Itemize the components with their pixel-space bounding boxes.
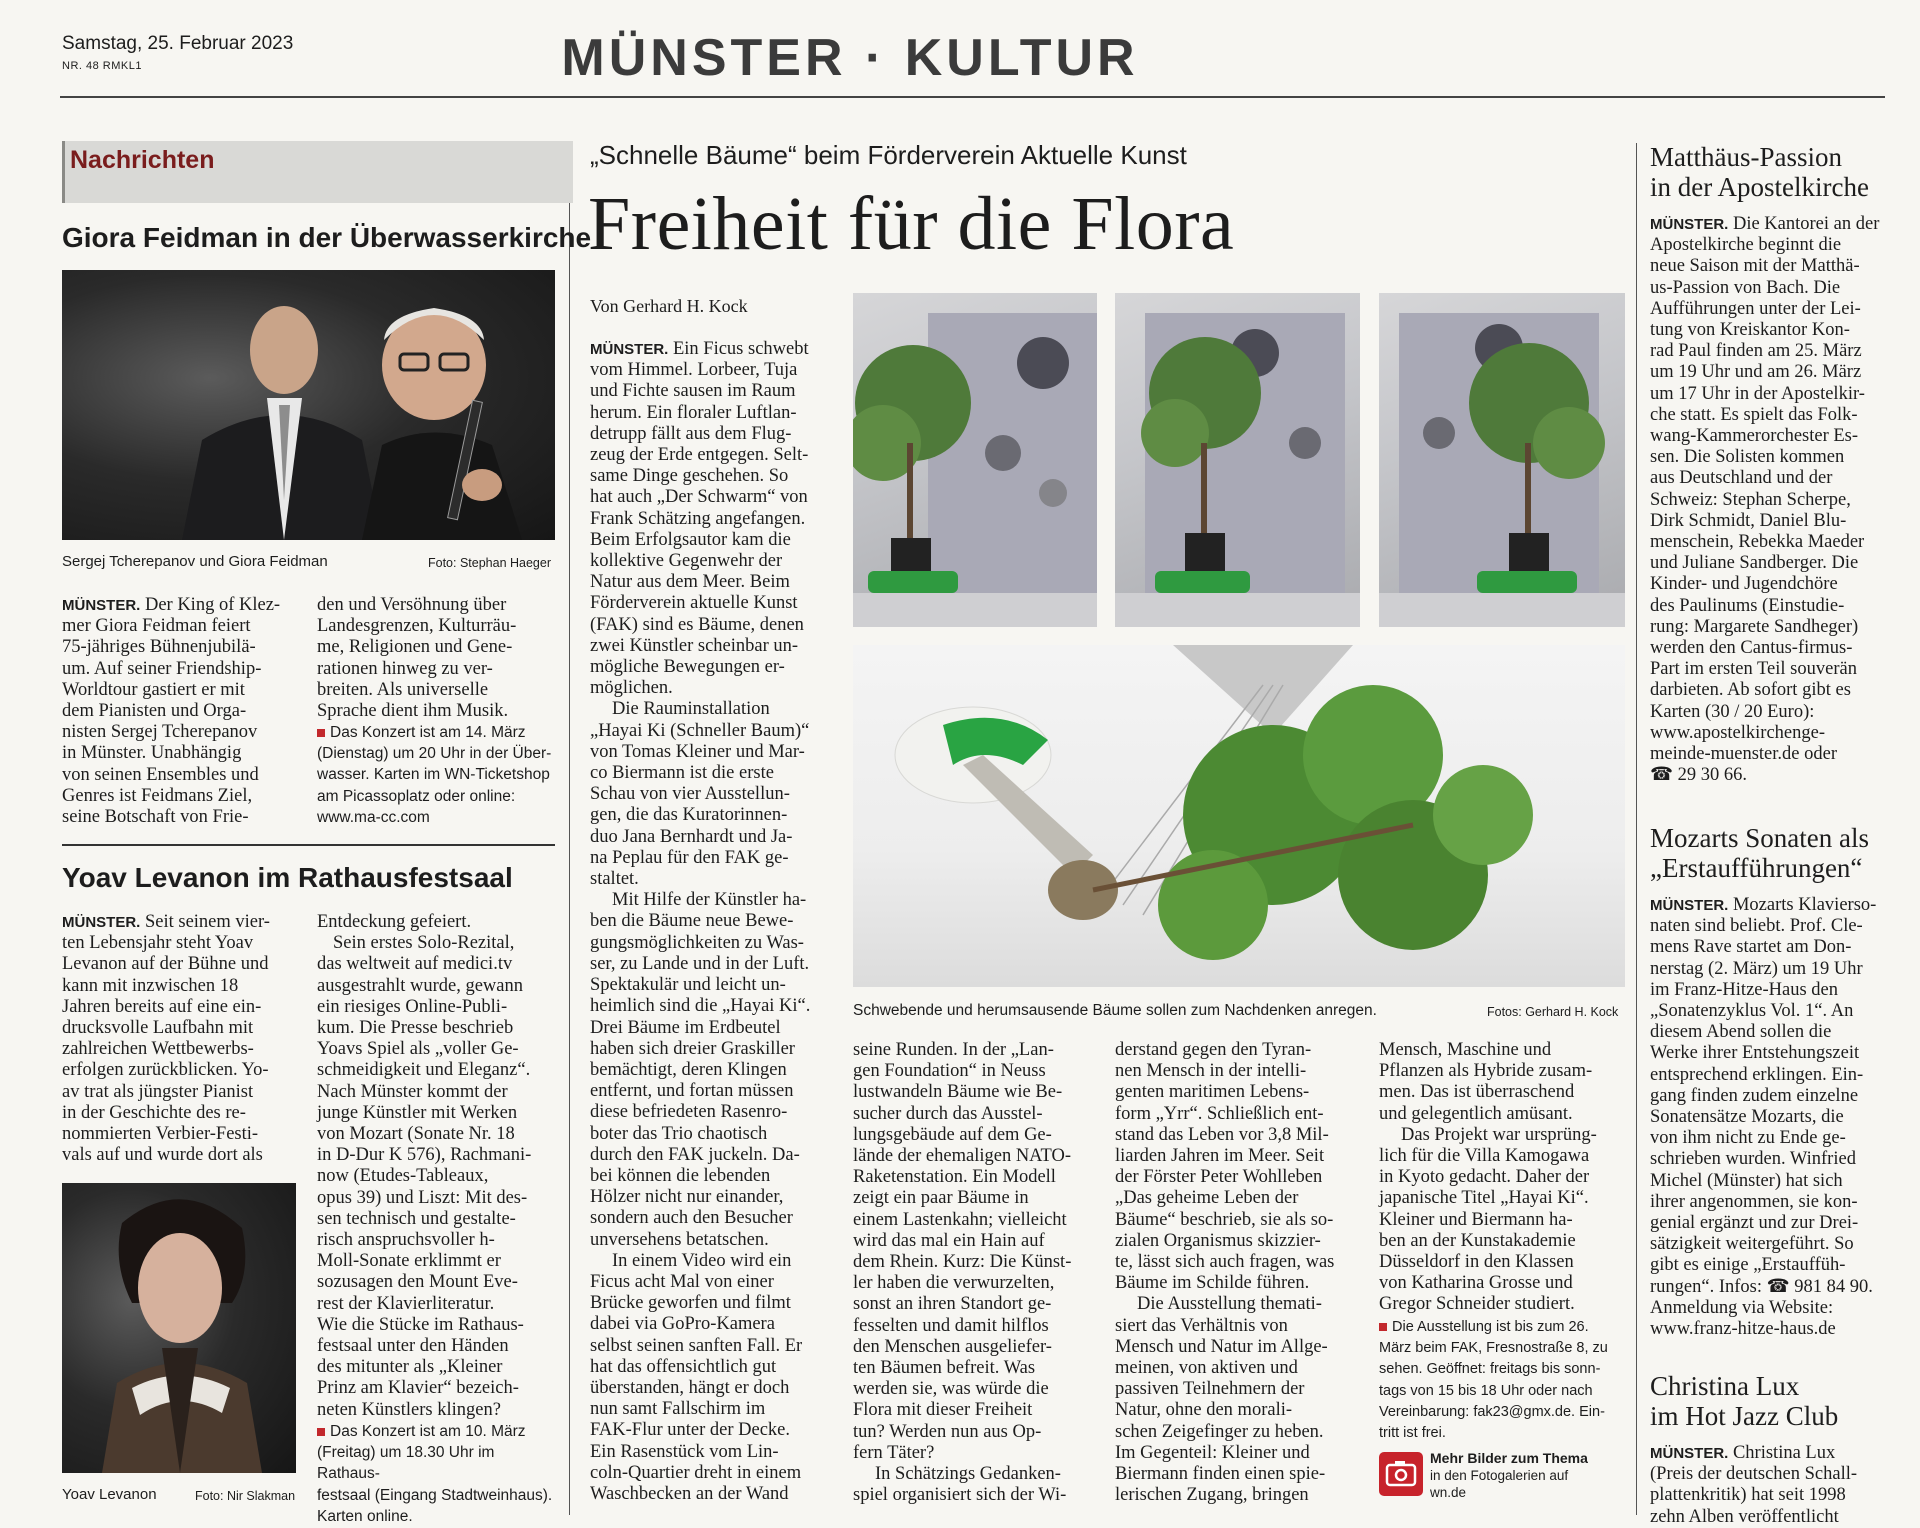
dateline: MÜNSTER.	[62, 597, 141, 614]
text-line: bemächtigt, deren Klingen	[590, 1059, 787, 1080]
text-line: Seit seinem vier-	[140, 912, 270, 932]
article-text-col1	[590, 339, 836, 1505]
more-pics-title[interactable]: Mehr Bilder zum Thema	[1430, 1450, 1588, 1466]
text-line: mens Rave startet am Don-	[1650, 937, 1852, 958]
text-line: ler haben die verwurzelten,	[853, 1273, 1055, 1294]
hanging-tree-illustration	[853, 645, 1625, 987]
text-line: In Schätzings Gedanken-	[875, 1464, 1061, 1485]
text-line: erfolgen zurückblicken. Yo-	[62, 1060, 269, 1081]
text-line: Frank Schätzing angefangen.	[590, 508, 806, 529]
feidman-text-col1	[62, 595, 296, 828]
text-line: selbst seinen sanften Fall. Er	[590, 1335, 803, 1356]
text-line: stand das Leben vor 3,8 Mil-	[1115, 1124, 1329, 1145]
text-line: zehn Alben veröffentlicht	[1650, 1506, 1839, 1527]
text-line: menschein, Rebekka Maeder	[1650, 532, 1865, 553]
text-line: und Fichte sausen im Raum	[590, 381, 796, 402]
text-line: ben die Bäume neue Bewe-	[590, 911, 794, 932]
text-line: möglichen.	[590, 678, 673, 699]
text-line: naten sind beliebt. Prof. Cle-	[1650, 916, 1863, 937]
text-line: Im Gegenteil: Kleiner und	[1115, 1442, 1310, 1463]
text-line: Sprache dient ihm Musik.	[317, 701, 509, 722]
column-rule-left	[569, 143, 570, 1515]
article-photo-caption: Schwebende und herumsausende Bäume sollen zum Nachdenken anregen.	[853, 1002, 1377, 1019]
text-line: coln-Quartier dreht in einem	[590, 1462, 802, 1483]
text-line: ☎ 29 30 66.	[1650, 765, 1748, 786]
text-line: „Hayai Ki (Schneller Baum)“	[590, 720, 810, 741]
text-line: in Münster. Unabhängig	[62, 743, 242, 764]
text-line: form „Yrr“. Schließlich ent-	[1115, 1103, 1324, 1124]
photo-caption-levanon: Yoav Levanon	[62, 1486, 157, 1503]
text-line: tun? Werden nun aus Op-	[853, 1421, 1042, 1442]
text-line: Ein Ficus schwebt	[668, 339, 809, 359]
text-line: wang-Kammerorchester Es-	[1650, 426, 1859, 447]
text-line: av trat als jüngster Pianist	[62, 1081, 254, 1102]
text-line: Yoavs Spiel als „voller Ge-	[317, 1039, 519, 1060]
text-line: nisten Sergej Tcherepanov	[62, 722, 258, 743]
headline-lux-line1: Christina Lux	[1650, 1371, 1800, 1401]
text-line: haben sich dreier Graskiller	[590, 1038, 795, 1059]
text-line: che statt. Es spielt das Folk-	[1650, 404, 1858, 425]
text-line: von ihm nicht zu Ende ge-	[1650, 1128, 1846, 1149]
text-line: Wie die Stücke im Rathaus-	[317, 1314, 524, 1335]
dateline: MÜNSTER.	[1650, 897, 1729, 914]
text-line: schen Zeigefinger zu heben.	[1115, 1421, 1324, 1442]
text-line: Ein Rasenstück vom Lin-	[590, 1441, 779, 1462]
text-line: risch anspruchsvoller h-	[317, 1230, 495, 1251]
bullet-square-icon	[317, 729, 325, 737]
text-line: Sonatensätze Mozarts, die	[1650, 1107, 1844, 1128]
text-line: dem Rhein. Kurz: Die Künst-	[853, 1252, 1072, 1273]
bullet-square-icon	[317, 1428, 325, 1436]
text-line: Brücke geworfen und filmt	[590, 1293, 791, 1314]
text-line: Bäume“ beschrieb, sie als so-	[1115, 1209, 1334, 1230]
text-line: Levanon auf der Bühne und	[62, 954, 269, 975]
news-section-label: Nachrichten	[70, 146, 215, 174]
photo-figure-levanon	[62, 1183, 296, 1473]
text-line: vals auf und wurde dort als	[62, 1145, 263, 1166]
dateline: MÜNSTER.	[1650, 216, 1729, 233]
header-rule	[60, 96, 1885, 98]
text-line: den und Versöhnung über	[317, 595, 507, 615]
info-line: (Dienstag) um 20 Uhr in der Über-	[317, 745, 552, 763]
text-line: schmeidigkeit und Eleganz“.	[317, 1060, 531, 1081]
text-line: ser, zu Lande und in der Luft.	[590, 953, 810, 974]
photo-hanging-tree	[853, 645, 1625, 987]
text-line: heimlich sind die „Hayai Ki“.	[590, 996, 811, 1017]
levanon-text-col2	[317, 912, 555, 1421]
text-line: Düsseldorf in den Klassen	[1379, 1252, 1574, 1273]
mozart-text	[1650, 895, 1890, 1340]
text-line: Die Ausstellung themati-	[1137, 1294, 1322, 1315]
dateline: MÜNSTER.	[590, 341, 669, 358]
text-line: vom Himmel. Lorbeer, Tuja	[590, 360, 798, 381]
text-line: sen. Die Solisten kommen	[1650, 447, 1845, 468]
text-line: lände der ehemaligen NATO-	[853, 1146, 1071, 1167]
text-line: lustwandeln Bäume wie Be-	[853, 1082, 1063, 1103]
article-text-col2	[853, 1040, 1099, 1506]
text-line: Das Projekt war ursprüng-	[1401, 1124, 1597, 1145]
text-line: und Juliane Sandberger. Die	[1650, 553, 1859, 574]
text-line: lungsgebäude auf dem Ge-	[853, 1124, 1052, 1145]
issue-date: Samstag, 25. Februar 2023	[62, 33, 294, 54]
text-line: rungen“. Infos: ☎ 981 84 90.	[1650, 1276, 1873, 1297]
text-line: Förderverein aktuelle Kunst	[590, 593, 798, 614]
text-line: zahlreichen Wettbewerbs-	[62, 1039, 254, 1060]
text-line: Prinz am Klavier“ bezeich-	[317, 1378, 519, 1399]
text-line: opus 39) und Liszt: Mit des-	[317, 1187, 528, 1208]
info-line: Karten online.	[317, 1507, 413, 1525]
column-rule-right	[1636, 143, 1637, 1515]
text-line: japanische Titel „Hayai Ki“.	[1379, 1188, 1589, 1209]
photo-tree-2	[1115, 293, 1360, 627]
text-line: hat das offensichtlich gut	[590, 1356, 777, 1377]
text-line: das weltweit auf medici.tv	[317, 954, 513, 975]
text-line: der Förster Peter Wohlleben	[1115, 1167, 1323, 1188]
text-line: Spektakulär und leicht un-	[590, 975, 786, 996]
text-line: nun samt Fallschirm im	[590, 1399, 766, 1420]
text-line: darbieten. Ab sofort gibt es	[1650, 680, 1851, 701]
headline-passion-line2: in der Apostelkirche	[1650, 172, 1869, 202]
article-photo-credit: Fotos: Gerhard H. Kock	[1487, 1005, 1619, 1019]
info-line: Das Konzert ist am 14. März	[330, 724, 526, 741]
camera-glyph	[1379, 1452, 1423, 1496]
exhibition-info-box	[1379, 1317, 1627, 1444]
text-line: Pflanzen als Hybride zusam-	[1379, 1061, 1593, 1082]
text-line: werden sie, was würde die	[853, 1379, 1049, 1400]
text-line: men. Das ist überraschend	[1379, 1082, 1575, 1103]
text-line: um 17 Uhr in der Apostelkir-	[1650, 383, 1865, 404]
text-line: um 19 Uhr und am 26. März	[1650, 362, 1862, 383]
text-line: mer Giora Feidman feiert	[62, 616, 251, 637]
article-text-col4	[1379, 1040, 1625, 1316]
text-line: na Peplau für den FAK ge-	[590, 847, 789, 868]
text-line: boter das Trio chaotisch	[590, 1123, 768, 1144]
text-line: nerstag (2. März) um 19 Uhr	[1650, 958, 1863, 979]
text-line: diesem Abend sollen die	[1650, 1022, 1832, 1043]
text-line: in Kyoto gedacht. Daher der	[1379, 1167, 1590, 1188]
text-line: sozusagen den Mount Eve-	[317, 1272, 518, 1293]
text-line: Natur aus dem Meer. Beim	[590, 572, 790, 593]
text-line: co Biermann ist die erste	[590, 763, 774, 784]
article-kicker: „Schnelle Bäume“ beim Förderverein Aktuelle Kunst	[590, 140, 1187, 170]
text-line: Mozarts Klavierso-	[1728, 895, 1877, 915]
info-line: Die Ausstellung ist bis zum 26.	[1392, 1319, 1589, 1335]
headline-levanon: Yoav Levanon im Rathausfestsaal	[62, 862, 513, 893]
text-line: Karten (30 / 20 Euro):	[1650, 701, 1815, 722]
text-line: Michel (Münster) hat sich	[1650, 1170, 1843, 1191]
text-line: genial ergänzt und zur Drei-	[1650, 1213, 1859, 1234]
bullet-square-icon	[1379, 1323, 1387, 1331]
text-line: now (Etudes-Tableaux,	[317, 1166, 489, 1187]
text-line: me, Religionen und Gene-	[317, 637, 513, 658]
text-line: Flora mit dieser Freiheit	[853, 1400, 1033, 1421]
feidman-info-box	[317, 722, 557, 828]
text-line: (FAK) sind es Bäume, denen	[590, 614, 804, 635]
text-line: seine Runden. In der „Lan-	[853, 1040, 1054, 1060]
text-line: gang finden zudem einzelne	[1650, 1085, 1859, 1106]
text-line: sonst an ihren Standort ge-	[853, 1294, 1052, 1315]
text-line: Mensch und Natur im Allge-	[1115, 1336, 1328, 1357]
text-line: Dirk Schmidt, Daniel Blu-	[1650, 510, 1847, 531]
text-line: Mit Hilfe der Künstler ha-	[612, 890, 807, 911]
text-line: Die Kantorei an der	[1728, 214, 1880, 234]
text-line: nommierten Verbier-Festi-	[62, 1124, 259, 1145]
text-line: herum. Ein floraler Luftlan-	[590, 402, 797, 423]
info-line: März beim FAK, Fresnostraße 8, zu	[1379, 1340, 1608, 1357]
text-line: Werke ihrer Entstehungszeit	[1650, 1043, 1860, 1064]
headline-lux-line2: im Hot Jazz Club	[1650, 1401, 1839, 1431]
text-line: ten Bäumen befreit. Was	[853, 1358, 1036, 1379]
passion-text	[1650, 214, 1890, 786]
text-line: Christina Lux	[1728, 1443, 1836, 1463]
text-line: Drei Bäume im Erdbeutel	[590, 1017, 781, 1038]
text-line: meinen, von aktiven und	[1115, 1358, 1298, 1379]
text-line: staltet.	[590, 869, 639, 890]
text-line: neue Saison mit der Matthä-	[1650, 256, 1860, 277]
text-line: gen, die das Kuratorinnen-	[590, 805, 788, 826]
info-line: am Picassoplatz oder online:	[317, 787, 516, 805]
text-line: von seinen Ensembles und	[62, 764, 259, 785]
headline-mozart-line2: „Erstaufführungen“	[1650, 853, 1863, 883]
text-line: rad Paul finden am 25. März	[1650, 341, 1862, 362]
photo-caption-feidman: Sergej Tcherepanov und Giora Feidman	[62, 553, 328, 570]
text-line: überstanden, hängt er doch	[590, 1377, 790, 1398]
text-line: nen Mensch in der intelli-	[1115, 1061, 1307, 1082]
text-line: Part im ersten Teil souverän	[1650, 659, 1857, 680]
article-title: Freiheit für die Flora	[588, 182, 1235, 266]
levanon-info-box	[317, 1421, 557, 1527]
text-line: hat auch „Der Schwarm“ von	[590, 487, 808, 508]
text-line: bei können die lebenden	[590, 1165, 771, 1186]
text-line: Ficus acht Mal von einer	[590, 1271, 774, 1292]
text-line: Mensch, Maschine und	[1379, 1040, 1552, 1060]
text-line: drucksvolle Laufbahn mit	[62, 1018, 254, 1039]
text-line: zialen Organismus skizzier-	[1115, 1230, 1321, 1251]
text-line: ben an der Kunstakademie	[1379, 1230, 1576, 1251]
text-line: Jahren bereits auf eine ein-	[62, 996, 262, 1017]
text-line: „Sonatenzyklus Vol. 1“. An	[1650, 1001, 1854, 1022]
text-line: von Mozart (Sonate Nr. 18	[317, 1124, 515, 1145]
text-line: um. Auf seiner Friendship-	[62, 658, 262, 679]
text-line: gibt es einige „Erstauffüh-	[1650, 1255, 1846, 1276]
article-divider	[62, 844, 555, 846]
text-line: liarden Jahren im Meer. Seit	[1115, 1146, 1325, 1167]
text-line: genten maritimen Lebens-	[1115, 1082, 1310, 1103]
text-line: rung: Margarete Sandheger)	[1650, 616, 1859, 637]
text-line: Entdeckung gefeiert.	[317, 912, 472, 932]
text-line: gen Foundation“ in Neuss	[853, 1061, 1046, 1082]
text-line: rest der Klavierliteratur.	[317, 1293, 495, 1314]
text-line: us-Passion von Bach. Die	[1650, 277, 1841, 298]
text-line: In einem Video wird ein	[612, 1250, 792, 1271]
text-line: lich für die Villa Kamogawa	[1379, 1146, 1590, 1167]
text-line: Biermann finden einen spie-	[1115, 1464, 1326, 1485]
text-line: den Menschen ausgeliefer-	[853, 1336, 1052, 1357]
info-line: (Freitag) um 18.30 Uhr im Rathaus-	[317, 1444, 495, 1483]
section-masthead: MÜNSTER · KULTUR	[561, 29, 1139, 87]
levanon-text-col1	[62, 912, 296, 1166]
text-line: fesselten und damit hilflos	[853, 1315, 1049, 1336]
text-line: aus Deutschland und der	[1650, 468, 1833, 489]
text-line: (Preis der deutschen Schall-	[1650, 1464, 1858, 1485]
text-line: zeug der Erde entgegen. Selt-	[590, 445, 809, 466]
dateline: MÜNSTER.	[1650, 1445, 1729, 1462]
photo-credit-levanon: Foto: Nir Slakman	[195, 1489, 296, 1503]
info-line: tags von 15 bis 18 Uhr oder nach	[1379, 1382, 1593, 1399]
issue-number: NR. 48 RMKL1	[62, 60, 142, 72]
text-line: Apostelkirche beginnt die	[1650, 235, 1842, 256]
text-line: tung von Kreiskantor Kon-	[1650, 320, 1850, 341]
tree-illustration	[1379, 293, 1625, 627]
text-line: kum. Die Presse beschrieb	[317, 1018, 514, 1039]
text-line: Hölzer nicht nur einander,	[590, 1187, 784, 1208]
text-line: 75-jähriges Bühnenjubilä-	[62, 637, 256, 658]
text-line: mögliche Bewegungen er-	[590, 657, 785, 678]
info-line: wasser. Karten im WN-Ticketshop	[317, 766, 550, 784]
text-line: schrieben wurden. Winfried	[1650, 1149, 1856, 1170]
text-line: von Tomas Kleiner und Mar-	[590, 741, 805, 762]
text-line: fern Täter?	[853, 1442, 935, 1463]
text-line: same Dinge geschehen. So	[590, 466, 789, 487]
headline-passion-line1: Matthäus-Passion	[1650, 142, 1842, 172]
text-line: Sein erstes Solo-Rezital,	[333, 933, 515, 954]
text-line: sen technisch und gestalte-	[317, 1208, 516, 1229]
text-line: siert das Verhältnis von	[1115, 1315, 1288, 1336]
camera-icon[interactable]	[1379, 1452, 1423, 1496]
tree-illustration	[853, 293, 1097, 627]
text-line: entsprechend erklingen. Ein-	[1650, 1064, 1864, 1085]
text-line: Natur, ohne den morali-	[1115, 1400, 1293, 1421]
feidman-text-col2	[317, 595, 555, 722]
headline-mozart-line1: Mozarts Sonaten als	[1650, 823, 1869, 853]
text-line: te, lässt sich auch fragen, was	[1115, 1252, 1335, 1273]
text-line: durch den FAK juckeln. Da-	[590, 1144, 800, 1165]
text-line: Worldtour gastiert er mit	[62, 679, 245, 700]
text-line: ausgestrahlt wurde, gewann	[317, 975, 524, 996]
text-line: Kinder- und Jugendchöre	[1650, 574, 1838, 595]
text-line: breiten. Als universelle	[317, 679, 489, 700]
text-line: sätzigkeit weitergeführt. So	[1650, 1234, 1854, 1255]
info-line: tritt ist frei.	[1379, 1425, 1446, 1442]
text-line: Der King of Klez-	[140, 595, 281, 615]
text-line: derstand gegen den Tyran-	[1115, 1040, 1312, 1060]
text-line: zwei Künstler scheinbar un-	[590, 635, 799, 656]
text-line: festsaal unter den Händen	[317, 1336, 509, 1357]
text-line: gungsmöglichkeiten zu Was-	[590, 932, 804, 953]
text-line: diese befriedeten Rasenro-	[590, 1102, 788, 1123]
text-line: duo Jana Bernhardt und Ja-	[590, 826, 793, 847]
text-line: von Katharina Grosse und	[1379, 1273, 1573, 1294]
text-line: Raketenstation. Ein Modell	[853, 1167, 1056, 1188]
info-line: Das Konzert ist am 10. März	[330, 1423, 526, 1440]
tree-illustration	[1115, 293, 1360, 627]
text-line: Schweiz: Stephan Scherpe,	[1650, 489, 1851, 510]
text-line: Die Rauminstallation	[612, 699, 770, 720]
text-line: ihrer angenommen, sie kon-	[1650, 1191, 1858, 1212]
text-line: meinde-muenster.de oder	[1650, 744, 1837, 765]
text-line: unversehens betatschen.	[590, 1229, 769, 1250]
text-line: Gregor Schneider studiert.	[1379, 1294, 1575, 1315]
text-line: Landesgrenzen, Kulturräu-	[317, 616, 517, 637]
photo-credit-feidman: Foto: Stephan Haeger	[428, 556, 551, 570]
more-pics-subtitle: in den Fotogalerien auf	[1430, 1468, 1569, 1483]
text-line: rationen hinweg zu ver-	[317, 658, 493, 679]
article-text-col3	[1115, 1040, 1361, 1506]
text-line: Bäume im Schilde führen.	[1115, 1273, 1310, 1294]
text-line: kollektive Gegenwehr der	[590, 551, 783, 572]
text-line: ein riesiges Online-Publi-	[317, 996, 508, 1017]
text-line: ten Lebensjahr steht Yoav	[62, 933, 254, 954]
text-line: des Paulinums (Einstudie-	[1650, 595, 1845, 616]
text-line: im Franz-Hitze-Haus den	[1650, 979, 1839, 1000]
photo-tree-1	[853, 293, 1097, 627]
photo-yoav-levanon	[62, 1183, 296, 1473]
photo-tcherepanov-feidman	[62, 270, 555, 540]
text-line: zeigt ein paar Bäume in	[853, 1188, 1029, 1209]
text-line: neten Künstlers klingen?	[317, 1399, 501, 1420]
text-line: und gelegentlich amüsant.	[1379, 1103, 1573, 1124]
text-line: FAK-Flur unter der Decke.	[590, 1420, 791, 1441]
text-line: des mitunter als „Kleiner	[317, 1357, 503, 1378]
text-line: detrupp fällt aus dem Flug-	[590, 423, 792, 444]
info-line: www.ma-cc.com	[317, 808, 430, 826]
headline-feidman: Giora Feidman in der Überwasserkirche	[62, 222, 592, 253]
text-line: entfernt, und fortan müssen	[590, 1081, 794, 1102]
text-line: sucher durch das Ausstel-	[853, 1103, 1043, 1124]
text-line: wird das mal ein Hain auf	[853, 1230, 1045, 1251]
text-line: Anmeldung via Website:	[1650, 1297, 1834, 1318]
text-line: Schau von vier Ausstellun-	[590, 784, 790, 805]
info-line: Vereinbarung: fak23@gmx.de. Ein-	[1379, 1403, 1605, 1420]
photo-figures	[62, 270, 555, 540]
more-pics-link[interactable]: wn.de	[1430, 1485, 1467, 1500]
text-line: kann mit inzwischen 18	[62, 975, 239, 996]
text-line: in D-Dur K 576), Rachmani-	[317, 1145, 532, 1166]
text-line: werden den Cantus-firmus-	[1650, 638, 1853, 659]
text-line: dem Pianisten und Orga-	[62, 701, 247, 722]
text-line: plattenkritik) hat seit 1998	[1650, 1485, 1846, 1506]
text-line: passiven Teilnehmern der	[1115, 1379, 1305, 1400]
text-line: Genres ist Feidmans Ziel,	[62, 785, 253, 806]
text-line: www.apostelkirchenge-	[1650, 722, 1826, 743]
text-line: einem Lastenkahn; vielleicht	[853, 1209, 1067, 1230]
dateline: MÜNSTER.	[62, 914, 141, 931]
text-line: spiel organisiert sich der Wi-	[853, 1485, 1067, 1506]
article-byline: Von Gerhard H. Kock	[590, 296, 748, 316]
text-line: Beim Erfolgsautor kam die	[590, 529, 791, 550]
text-line: Nach Münster kommt der	[317, 1081, 508, 1102]
text-line: www.franz-hitze-haus.de	[1650, 1319, 1836, 1340]
text-line: „Das geheime Leben der	[1115, 1188, 1299, 1209]
text-line: Waschbecken an der Wand	[590, 1483, 789, 1504]
info-line: festsaal (Eingang Stadtweinhaus).	[317, 1486, 553, 1504]
text-line: Aufführungen unter der Lei-	[1650, 298, 1861, 319]
text-line: seine Botschaft von Frie-	[62, 807, 249, 828]
text-line: dabei via GoPro-Kamera	[590, 1314, 775, 1335]
info-line: sehen. Geöffnet: freitags bis sonn-	[1379, 1361, 1601, 1378]
text-line: in der Geschichte des re-	[62, 1102, 246, 1123]
lux-text	[1650, 1443, 1890, 1528]
text-line: Moll-Sonate erklimmt er	[317, 1251, 501, 1272]
text-line: junge Künstler mit Werken	[317, 1102, 518, 1123]
text-line: lerischen Zugang, bringen	[1115, 1485, 1309, 1506]
photo-tree-3	[1379, 293, 1625, 627]
text-line: sondern auch den Besucher	[590, 1208, 793, 1229]
text-line: Kleiner und Biermann ha-	[1379, 1209, 1573, 1230]
